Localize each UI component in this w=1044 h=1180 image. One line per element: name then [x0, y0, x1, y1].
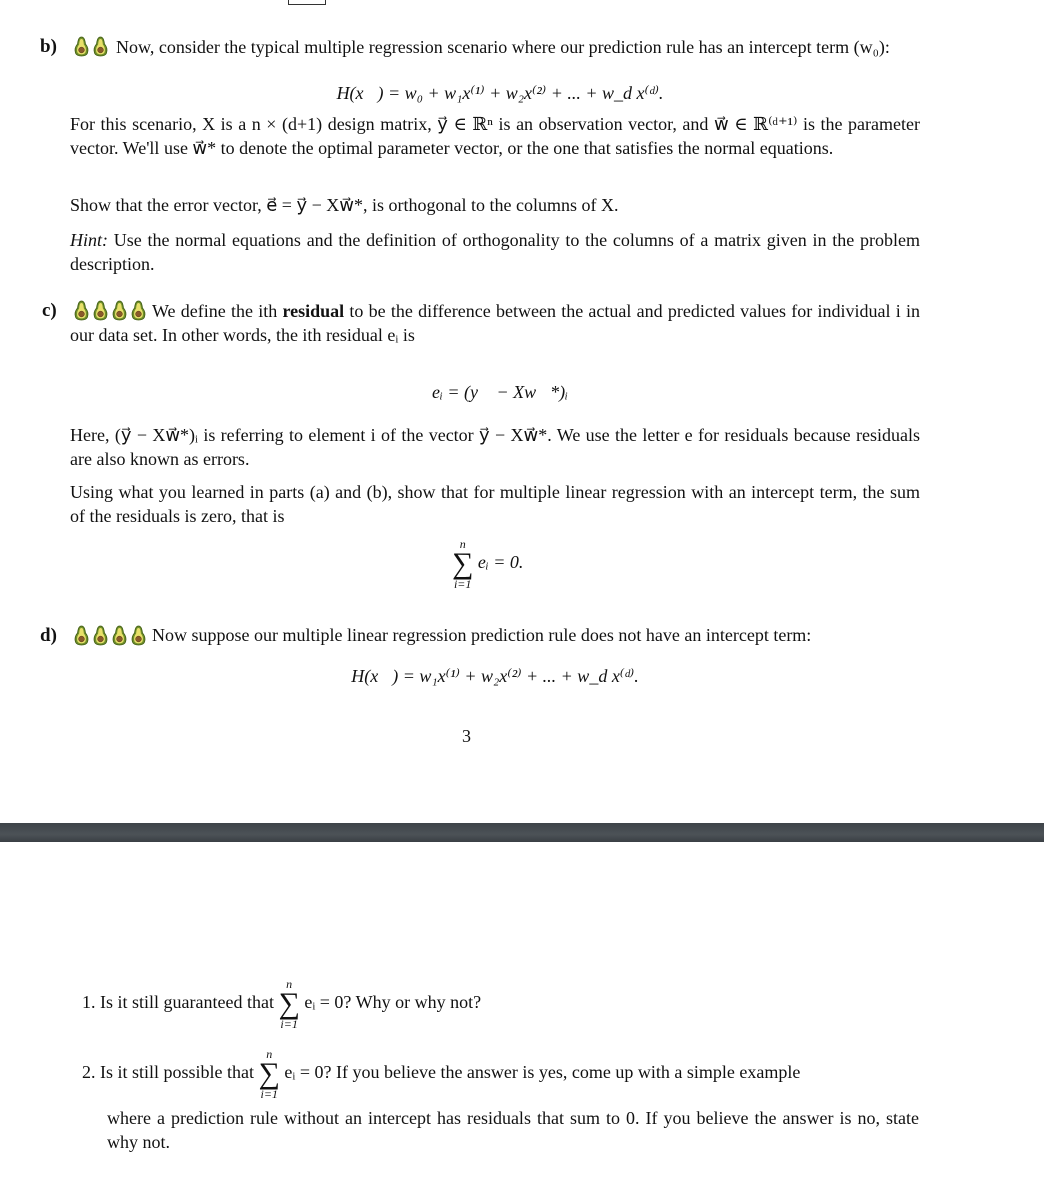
part-c-equation: eᵢ = (y⃗ − Xw⃗*)ᵢ	[432, 382, 568, 402]
part-d-label: d)	[40, 625, 57, 646]
part-b-equation: H(x⃗) = w₀ + w₁x⁽¹⁾ + w₂x⁽²⁾ + ... + w_d x⁽ᵈ⁾.	[336, 83, 664, 103]
part-c-sum-equation: n ∑ i=1 eᵢ = 0.	[452, 537, 524, 591]
part-b-intro: Now, consider the typical multiple regression scenario where our prediction rule has an intercept term (w₀):	[116, 37, 890, 57]
part-c-label: c)	[42, 300, 57, 321]
question-1: 1. Is it still guaranteed that n ∑ i=1 eᵢ = 0? Why or why not?	[82, 977, 482, 1031]
question-2: 2. Is it still possible that n ∑ i=1 eᵢ = 0? If you believe the answer is yes, come up with a simple example	[82, 1047, 801, 1101]
summation-symbol: n ∑ i=1	[258, 1047, 280, 1101]
avocado-icon	[92, 625, 109, 647]
summation-symbol: n ∑ i=1	[452, 537, 474, 591]
part-c-paragraph-1: Here, (y⃗ − Xw⃗*)ᵢ is referring to element i of the vector y⃗ − Xw⃗*. We use the letter e for residuals because residuals are also known as errors.	[70, 425, 920, 469]
difficulty-icons-d	[73, 625, 149, 648]
part-b-label: b)	[40, 36, 57, 57]
question-2-continued: where a prediction rule without an intercept has residuals that sum to 0. If you believe the answer is no, state why not.	[107, 1108, 919, 1152]
page-number: 3	[462, 726, 471, 746]
residual-term: residual	[282, 301, 345, 321]
hint-label: Hint:	[70, 230, 108, 250]
part-c-intro: We define the ith residual to be the difference between the actual and predicted values for individual i in our data set. In other words, the ith residual eᵢ is	[70, 301, 921, 345]
hint-text: Use the normal equations and the definition of orthogonality to the columns of a matrix given in the problem description.	[70, 230, 921, 274]
part-b-paragraph-1: For this scenario, X is a n × (d+1) design matrix, y⃗ ∈ ℝⁿ is an observation vector, and w⃗ ∈ ℝ⁽ᵈ⁺¹⁾ is the parameter vector. We'll use w⃗* to denote the optimal parameter vector, or the one that satisfies the normal equations.	[70, 114, 920, 158]
avocado-icon	[73, 625, 90, 647]
part-b-paragraph-2: Show that the error vector, e⃗ = y⃗ − Xw⃗*, is orthogonal to the columns of X.	[70, 195, 619, 215]
avocado-icon	[111, 625, 128, 647]
page-divider	[0, 823, 1044, 842]
avocado-icon	[130, 625, 147, 647]
part-d-intro: Now suppose our multiple linear regression prediction rule does not have an intercept term:	[152, 625, 812, 645]
part-b-hint	[70, 229, 920, 276]
part-c-paragraph-2: Using what you learned in parts (a) and (b), show that for multiple linear regression with an intercept term, the sum of the residuals is zero, that is	[70, 482, 920, 526]
part-d-equation: H(x⃗) = w₁x⁽¹⁾ + w₂x⁽²⁾ + ... + w_d x⁽ᵈ⁾.	[351, 666, 639, 686]
summation-symbol: n ∑ i=1	[278, 977, 300, 1031]
top-bracket-fragment	[288, 0, 326, 5]
